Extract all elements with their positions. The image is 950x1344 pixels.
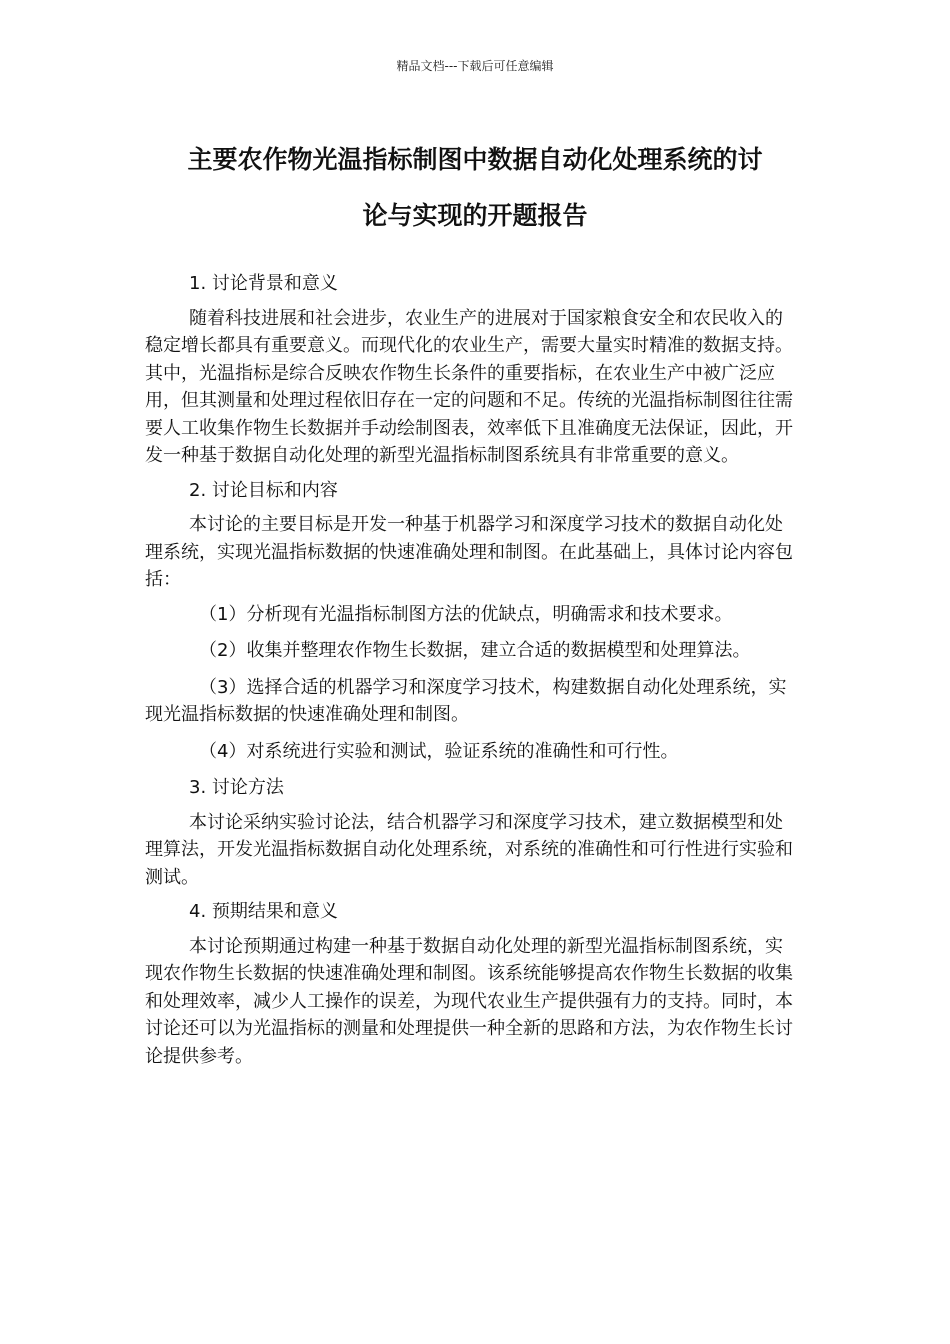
- page-header: 精品文档---下载后可任意编辑: [396, 59, 554, 73]
- goal-list-item: （1）分析现有光温指标制图方法的优缺点，明确需求和技术要求。: [199, 603, 733, 625]
- title-line-1: 主要农作物光温指标制图中数据自动化处理系统的讨: [187, 145, 763, 174]
- section-heading-results: 4. 预期结果和意义: [189, 901, 338, 922]
- document-title: [140, 132, 810, 244]
- section-heading-background: 1. 讨论背景和意义: [189, 273, 338, 294]
- goal-list-item: （2）收集并整理农作物生长数据，建立合适的数据模型和处理算法。: [199, 640, 751, 661]
- section-paragraph-background: 随着科技进展和社会进步，农业生产的进展对于国家粮食安全和农民收入的稳定增长都具有重要意义。而现代化的农业生产，需要大量实时精准的数据支持。其中，光温指标是综合反映农作物生长条件的重要指标，在农业生产中被广泛应用，但其测量和处理过程依旧存在一定的问题和不足。传统的光温指标制图往往需要人工收集作物生长数据并手动绘制图表，效率低下且准确度无法保证，因此，开发一种基于数据自动化处理的新型光温指标制图系统具有非常重要的意义。: [145, 307, 793, 466]
- section-paragraph-results: 本讨论预期通过构建一种基于数据自动化处理的新型光温指标制图系统，实现农作物生长数据的快速准确处理和制图。该系统能够提高农作物生长数据的收集和处理效率，减少人工操作的误差，为现代农业生产提供强有力的支持。同时，本讨论还可以为光温指标的测量和处理提供一种全新的思路和方法，为农作物生长讨论提供参考。: [145, 935, 793, 1067]
- section-paragraph-goals: 本讨论的主要目标是开发一种基于机器学习和深度学习技术的数据自动化处理系统，实现光温指标数据的快速准确处理和制图。在此基础上，具体讨论内容包括：: [145, 514, 793, 590]
- section-heading-methods: 3. 讨论方法: [189, 777, 284, 798]
- document-body: [145, 270, 800, 1077]
- title-line-2: 论与实现的开题报告: [362, 201, 588, 230]
- goal-list-item: （4）对系统进行实验和测试，验证系统的准确性和可行性。: [199, 740, 679, 762]
- goal-list-item: （3）选择合适的机器学习和深度学习技术，构建数据自动化处理系统，实现光温指标数据的快速准确处理和制图。: [145, 676, 787, 725]
- section-paragraph-methods: 本讨论采纳实验讨论法，结合机器学习和深度学习技术，建立数据模型和处理算法，开发光温指标数据自动化处理系统，对系统的准确性和可行性进行实验和测试。: [145, 811, 793, 888]
- section-heading-goals: 2. 讨论目标和内容: [189, 479, 338, 501]
